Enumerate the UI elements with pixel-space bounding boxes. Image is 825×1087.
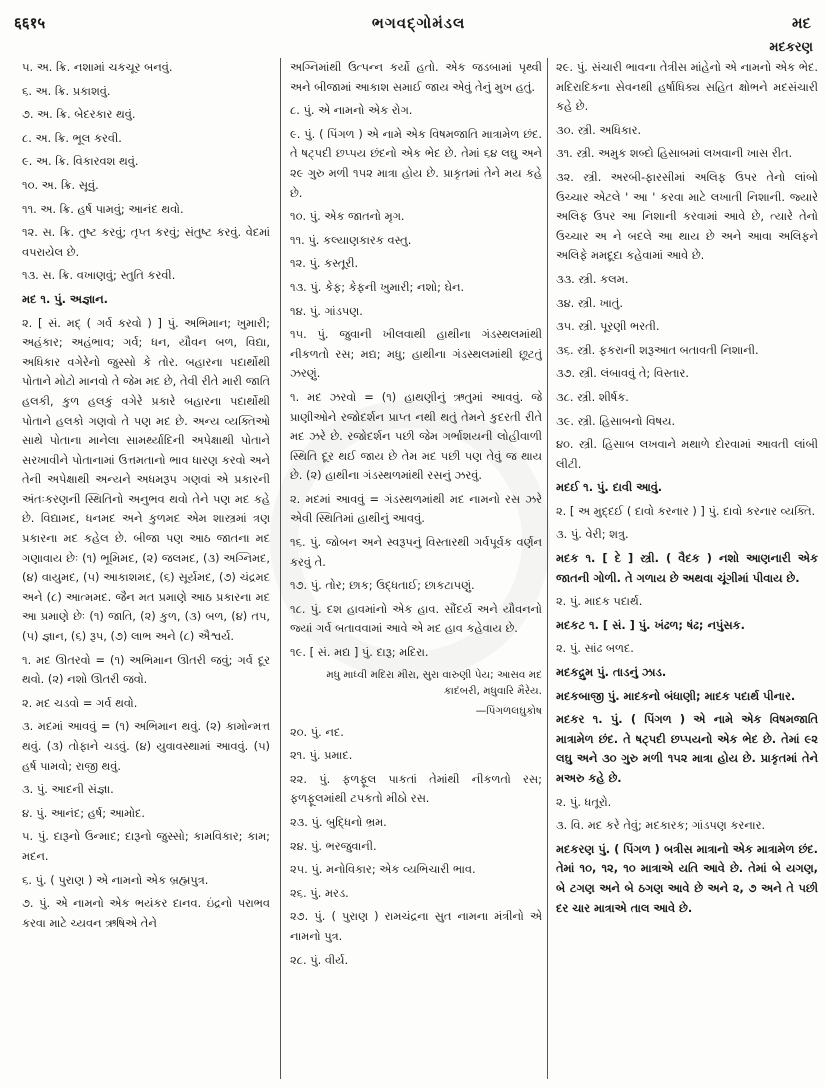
dictionary-entry: ૯. અ. ક્રિ. વિકારવશ થવું.	[22, 154, 139, 169]
dictionary-entry: ૨૨. પું. ફળફૂલ પાકતાં તેમાંથી નીકળતો રસ; ફળફૂલમાંથી ટપકતો મીઠો રસ.	[290, 771, 542, 806]
dictionary-entry: ૧૨. પું. કસ્તૂરી.	[290, 256, 359, 271]
dictionary-entry: ૨૮. પું. વીર્ય.	[290, 952, 349, 967]
dictionary-entry: ૨. પું. માદક પદાર્થ.	[556, 594, 643, 609]
dictionary-entry: ૧૪. પું. ગાંડપણ.	[290, 303, 363, 318]
dictionary-entry: ૩૮. સ્ત્રી. શીર્ષક.	[556, 389, 629, 404]
dictionary-entry: મદકરણ પું. ( પિંગળ ) બત્રીસ માત્રાનો એક માત્રામેળ છંદ. તેમાં ૧૦, ૧૨, ૧૦ માત્રાએ યતિ આવે છે. તેમાં બે યગણ, બે ટગણ અને બે ઠગણ આવે છે અને ૨, ૭ અને તે પછી દર ચાર માત્રાએ તાલ આવે છે.	[556, 841, 818, 915]
dictionary-entry: ૪૦. સ્ત્રી. હિસાબ લખવાને મથાળે દોરવામાં આવતી લાંબી લીટી.	[556, 437, 818, 471]
dictionary-entry: મધુ માધ્વી મદિરા મીરા, સુરા વારુણી પેય; આસવ મદ કાદંબરી, મધુવારિ મૈરેય.	[326, 668, 542, 697]
dictionary-entry: ૯. પું. ( પિંગળ ) એ નામે એક વિષમજાતિ માત્રામેળ છંદ. તે ષટ્પદી છપ્પય છંદનો એક ભેદ છે. તેમાં ૬૪ લઘુ અને ૨૯ ગુરુ મળી ૧૫૨ માત્રા હોય છે. પ્રાકૃતમાં તેને મય કહે છે.	[290, 126, 542, 200]
dictionary-entry: ૪. પું. આનંદ; હર્ષ; આમોદ.	[22, 805, 146, 820]
dictionary-entry: ૩. પું. આદની સંજ્ઞા.	[22, 782, 114, 797]
dictionary-entry: ૩૨. સ્ત્રી. અરબી-ફારસીમાં અલિફ ઉપર તેનો લાંબો ઉચ્ચાર એટલે ' આ ' કરવા માટે લખાતી નિશાની. જ્યારે અલિફ ઉપર આ નિશાની કરવામાં આવે છે, ત્યારે તેનો ઉચ્ચાર અ ને બદલે આ થાય છે અને આવા અલિફને અલિફે મમદૂદા કહેવામાં આવે છે.	[556, 169, 818, 263]
catchword-sub: મદકરણ	[769, 40, 813, 55]
dictionary-entry: ૧૧. પું. કલ્યાણકારક વસ્તુ.	[290, 232, 412, 247]
dictionary-entry: મદકદ્રુમ પું. તાડનું ઝાડ.	[556, 665, 667, 680]
column-divider	[547, 58, 548, 1079]
dictionary-entry: ૨૬. પું. મરડ.	[290, 885, 349, 900]
dictionary-entry: ૨૭. પું. ( પુરાણ ) રામચંદ્રના સુત નામના મંત્રીનો એ નામનો પુત્ર.	[290, 909, 542, 943]
dictionary-entry: ૫. અ. ક્રિ. નશામાં ચકચૂર બનવું.	[22, 60, 173, 74]
column-1	[22, 58, 270, 1081]
dictionary-entry: ૧૩. સ. ક્રિ. વખાણવું; સ્તુતિ કરવી.	[22, 268, 176, 283]
dictionary-entry: ૨૧. પું. પ્રમાદ.	[290, 748, 353, 763]
dictionary-entry: ૬. અ. ક્રિ. પ્રકાશવું.	[22, 83, 111, 98]
dictionary-entry: —પિંગળલઘુકોષ	[475, 704, 542, 717]
dictionary-entry: ૮. અ. ક્રિ. ભૂલ કરવી.	[22, 130, 122, 145]
dictionary-entry: ૩૫. સ્ત્રી. પૂરણી ભરતી.	[556, 319, 660, 334]
dictionary-entry: ૩. મદમાં આવવું = (૧) અભિમાન થવું. (૨) કામોન્મત્ત થવું. (૩) તોફાને ચડવું. (૪) યુવાવસ્થામાં આવવું. (૫) હર્ષ પામવો; રાજી થવું.	[22, 719, 270, 773]
dictionary-entry: ૩૯. સ્ત્રી. હિસાબનો વિષય.	[556, 413, 676, 428]
dictionary-entry: ૨. પું. સાંઢ બળદ.	[556, 641, 634, 656]
catchword-top: મદ	[792, 14, 811, 32]
dictionary-entry: ૬. પું. ( પુરાણ ) એ નામનો એક બ્રહ્મપુત્ર.	[22, 872, 209, 887]
dictionary-entry: ૭. અ. ક્રિ. બેદરકાર થવું.	[22, 107, 136, 122]
column-2	[290, 58, 542, 1081]
dictionary-entry: ૧૦. પું. એક જાતનો મૃગ.	[290, 209, 405, 224]
dictionary-entry: ૧૧. અ. ક્રિ. હર્ષ પામવું; આનંદ થવો.	[22, 201, 184, 216]
dictionary-entry: ૨૦. પું. નદ.	[290, 724, 344, 739]
dictionary-entry: ૭. પું. એ નામનો એક ભયંકર દાનવ. ઇંદ્રનો પરાભવ કરવા માટે ચ્યવન ઋષિએ તેને	[22, 896, 270, 930]
dictionary-entry: ૧૫. પું. જુવાની ખીલવાથી હાથીના ગંડસ્થલમાંથી નીકળતો રસ; મદ્ય; મધુ; હાથીના ગંડસ્થલમાંથી છૂટતું ઝરણું.	[290, 327, 542, 381]
dictionary-entry: ૨. [ સં. મદ્ ( ગર્વ કરવો ) ] પું. અભિમાન; ખુમારી; અહંકાર; અહંભાવ; ગર્વ; ધન, યૌવન બળ, વિદ્યા, અધિકાર વગેરેનો જુસ્સો કે તોર. બહારના પદાર્થોથી પોતાને મોટો માનવો તે જેમ મદ છે, તેવી રીતે મારી જાતિ હલકી, કુળ હલકું વગેરે પ્રકારે બહારના પદાર્થોથી પોતાને હલકો ગણવો તે પણ મદ છે. અન્ય વ્યક્તિઓ સાથે પોતાના માનેલા સામર્થ્યાદિની અપેક્ષાથી પોતાને સરખાવીને પોતાનામાં ઉત્તમતાનો ભાવ ધારણ કરવો અને તેની અપેક્ષાથી અન્યને અધમરૂપ ગણવાં એ પ્રકારની અંતઃકરણની સ્થિતિનો અનુભવ થવો તેને પણ મદ કહે છે. વિદ્યામદ, ધનમદ અને કુળમદ એમ શાસ્ત્રમાં ત્રણ પ્રકારના મદ કહેલ છે. બીજા પણ આઠ જાતના મદ ગણાવાય છેઃ (૧) ભૂમિમદ, (૨) જલમદ, (૩) અગ્નિમદ, (૪) વાયુમદ, (૫) આકાશમદ, (૬) સૂર્યમદ, (૭) ચંદ્રમદ અને (૮) આત્મમદ. જૈન મત પ્રમાણે આઠ પ્રકારના મદ આ પ્રમાણે છેઃ (૧) જાતિ, (૨) કુળ, (૩) બળ, (૪) તપ, (૫) જ્ઞાન, (૬) રૂપ, (૭) લાભ અને (૮) ઐશ્વર્ય.	[22, 315, 270, 644]
dictionary-entry: ૨૩. પું. બુદ્ધિનો ભ્રમ.	[290, 815, 387, 829]
page-number: ६६१५	[14, 14, 46, 32]
dictionary-entry: ૨. [ અ મુદ્દઈ ( દાવો કરનાર ) ] પું. દાવો કરનાર વ્યક્તિ.	[556, 503, 816, 518]
column-divider	[280, 58, 281, 1079]
dictionary-entry: ૩૩. સ્ત્રી. કલમ.	[556, 271, 629, 286]
dictionary-entry: મદકબાજી પું. માદકનો બંધાણી; માદક પદાર્થ પીનાર.	[556, 688, 796, 703]
dictionary-entry: અગ્નિમાંથી ઉત્પન્ન કર્યો હતો. એક જડબામાં પૃથ્વી અને બીજામાં આકાશ સમાઈ જાય એવું તેનું મુખ હતું.	[290, 60, 542, 94]
dictionary-entry: ૨. પું. ધતૂરો.	[556, 794, 612, 809]
dictionary-entry: ૧૨. સ. ક્રિ. તુષ્ટ કરવું; તૃપ્ત કરવું; સંતુષ્ટ કરવું. વેદમાં વપરાયેલ છે.	[22, 225, 270, 259]
dictionary-entry: ૩૧. સ્ત્રી. અમુક શબ્દો હિસાબમાં લખવાની ખાસ રીત.	[556, 146, 793, 161]
dictionary-entry: ૩. વિ. મદ કરે તેવું; મદકારક; ગાંડપણ કરનાર.	[556, 818, 766, 833]
dictionary-entry: ૧૮. પું. દશ હાવમાંનો એક હાવ. સૌંદર્ય અને યૌવનનો જ્યાં ગર્વ બતાવવામાં આવે એ મદ હાવ કહેવાય છે.	[290, 601, 542, 636]
dictionary-entry: ૩. પું. વેરી; શત્રુ.	[556, 527, 629, 542]
dictionary-entry: ૨. મદમાં આવવું = ગંડસ્થળમાંથી મદ નામનો રસ ઝરે એવી સ્થિતિમાં હાથીનું આવવું.	[290, 491, 542, 526]
dictionary-entry: ૧૭. પું. તોર; છાક; ઉદ્ધતાઈ; છાકટાપણું.	[290, 578, 475, 593]
dictionary-entry: મદક ૧. [ દે ] સ્ત્રી. ( વૈદક ) નશો આણનારી એક જાતની ગોળી. તે ગળાય છે અથવા ચૂંગીમાં પીવાય છે.	[556, 551, 818, 585]
dictionary-entry: ૧. મદ ઝરવો = (૧) હાથણીનું ઋતુમાં આવવું. જે પ્રાણીઓને રજોદર્શન પ્રાપ્ત નથી થતું તેમને કુદરતી રીતે મદ ઝરે છે. રજોદર્શન પછી જેમ ગર્ભાશયની લોહીવાળી સ્થિતિ દૂર થઈ જાય છે તેમ મદ પછી પણ તેવું જ થાય છે. (૨) હાથીના ગંડસ્થળમાંથી રસનું ઝરવું.	[290, 389, 542, 483]
dictionary-entry: ૨. મદ ચડવો = ગર્વ થવો.	[22, 695, 138, 710]
dictionary-entry: ૩૪. સ્ત્રી. ખાતું.	[556, 295, 623, 310]
dictionary-entry: ૩૦. સ્ત્રી. અધિકાર.	[556, 122, 642, 137]
dictionary-entry: ૧૬. પું. જોબન અને સ્વરૂપનું વિસ્તારથી ગર્વપૂર્વક વર્ણન કરવું તે.	[290, 535, 542, 569]
dictionary-entry: ૨૫. પું. મનોવિકાર; એક વ્યભિચારી ભાવ.	[290, 862, 476, 877]
dictionary-entry: ૩૭. સ્ત્રી. લંબાવવું તે; વિસ્તાર.	[556, 366, 689, 381]
dictionary-entry: ૧૦. અ. ક્રિ. સૂવું.	[22, 177, 99, 192]
dictionary-title: ભગવદ્ગોમંડલ	[371, 14, 466, 32]
dictionary-entry: ૨૪. પું. ભરજુવાની.	[290, 838, 377, 853]
dictionary-entry: મદકટ ૧. [ સં. ] પું. ખંઢળ; ષંઢ; નપુંસક.	[556, 617, 745, 632]
dictionary-entry: ૮. પું. એ નામનો એક રોગ.	[290, 103, 413, 118]
dictionary-entry: મદકર ૧. પું. ( પિંગળ ) એ નામે એક વિષમજાતિ માત્રામેળ છંદ. તે ષટ્પદી છપ્પયનો એક ભેદ છે. તેમાં ૯૨ લઘુ અને ૩૦ ગુરુ મળી ૧૫૨ માત્રા હોય છે. પ્રાકૃતમાં તેને મઅરુ કહે છે.	[556, 712, 818, 785]
dictionary-entry: ૧૩. પું. કેફ; કેફની ખુમારી; નશો; ઘેન.	[290, 279, 465, 294]
column-3	[556, 58, 818, 1081]
dictionary-entry: ૧૯. [ સં. મદ્ય ] પું. દારૂ; મદિરા.	[290, 645, 429, 660]
dictionary-entry: ૫. પું. દારૂનો ઉન્માદ; દારૂનો જુસ્સો; કામવિકાર; કામ; મદન.	[22, 829, 270, 863]
dictionary-entry: ૧. મદ ઊતરવો = (૧) અભિમાન ઊતરી જવું; ગર્વ દૂર થવો. (૨) નશો ઊતરી જવો.	[22, 652, 270, 687]
dictionary-entry: ૨૯. પું. સંચારી ભાવના તેત્રીસ માંહેનો એ નામનો એક ભેદ. મદિરાદિકના સેવનથી હર્ષાધિક્ય સહિત ક્ષોભને મદસંચારી કહે છે.	[556, 60, 818, 114]
dictionary-entry: મદઈ ૧. પું. દાવી આવું.	[556, 480, 663, 495]
page-header	[14, 8, 811, 38]
dictionary-entry: મદ ૧. પું. અજ્ઞાન.	[22, 291, 108, 306]
dictionary-entry: ૩૬. સ્ત્રી. ફકરાની શરૂઆત બતાવતી નિશાની.	[556, 342, 759, 357]
